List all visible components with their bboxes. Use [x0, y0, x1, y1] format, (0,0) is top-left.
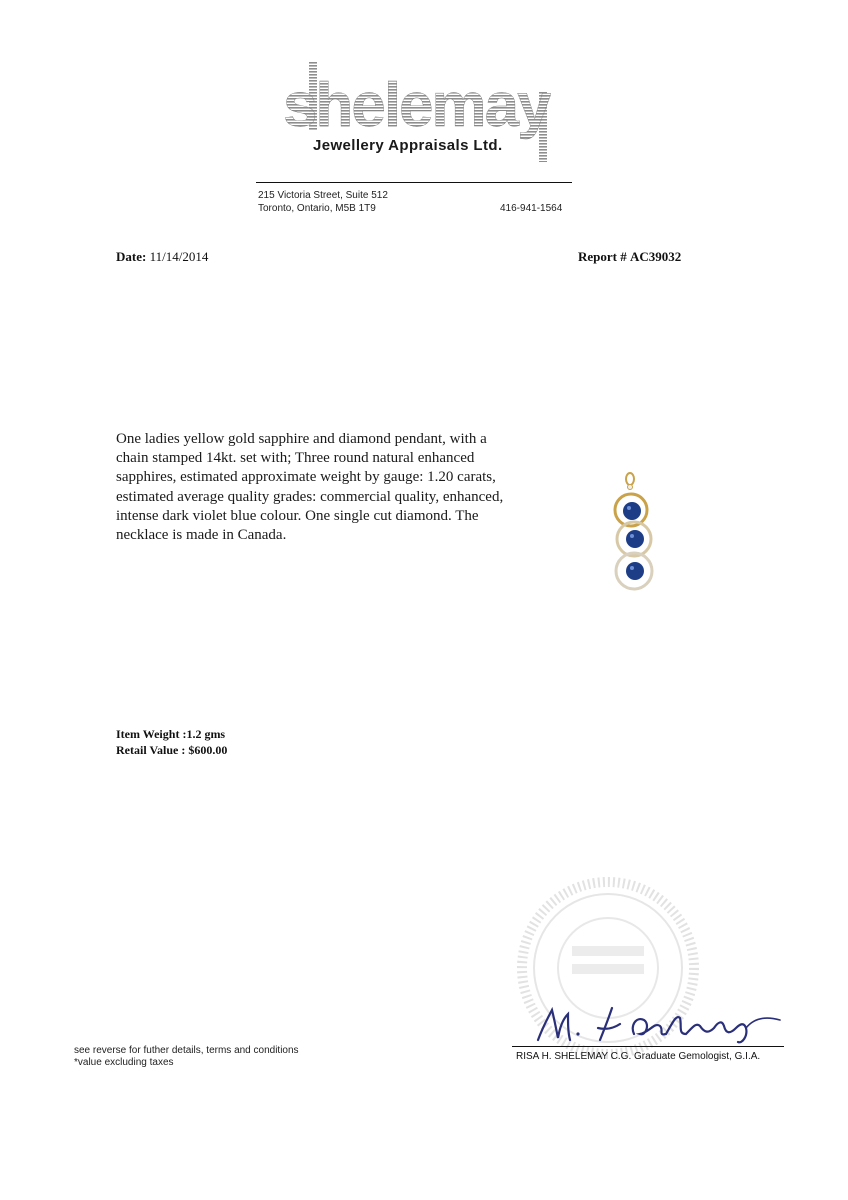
pendant-graphic [604, 472, 660, 604]
pendant-image [604, 472, 660, 604]
company-name: Jewellery Appraisals Ltd. [313, 137, 503, 154]
footer-tax-note: *value excluding taxes [74, 1057, 174, 1068]
address-line-1: 215 Victoria Street, Suite 512 [258, 190, 388, 201]
report-number-label: Report # [578, 249, 627, 264]
date-value: 11/14/2014 [149, 249, 209, 264]
signature-graphic [534, 1004, 786, 1046]
date-label: Date: [116, 249, 147, 264]
date-line [116, 249, 208, 265]
footer-terms-note: see reverse for futher details, terms and conditions [74, 1045, 299, 1056]
retail-value-label: Retail Value : [116, 743, 186, 757]
header-divider [256, 182, 572, 183]
address-line-2: Toronto, Ontario, M5B 1T9 [258, 203, 376, 214]
logo-text: shelemay [283, 71, 550, 140]
signature-line [512, 1046, 784, 1047]
report-number-value: AC39032 [630, 249, 682, 264]
item-weight-line [116, 727, 225, 742]
handwritten-signature [534, 1004, 786, 1046]
retail-value-amount: $600.00 [188, 743, 228, 757]
phone-number: 416-941-1564 [500, 203, 563, 214]
report-number-line [578, 249, 681, 265]
item-weight-label: Item Weight : [116, 727, 187, 741]
item-weight-value: 1.2 gms [186, 727, 226, 741]
signer-name: RISA H. SHELEMAY C.G. Graduate Gemologist, G.I.A. [516, 1051, 761, 1062]
item-description: One ladies yellow gold sapphire and diamond pendant, with a chain stamped 14kt. set with; Three round natural enhanced sapphires, estimated approximate weight by gauge: 1.20 carats, estimated average quality grades: commercial quality, enhanced, intense dark violet blue colour. One single cut diamond. The necklace is made in Canada. [116, 431, 504, 544]
retail-value-line [116, 743, 227, 758]
